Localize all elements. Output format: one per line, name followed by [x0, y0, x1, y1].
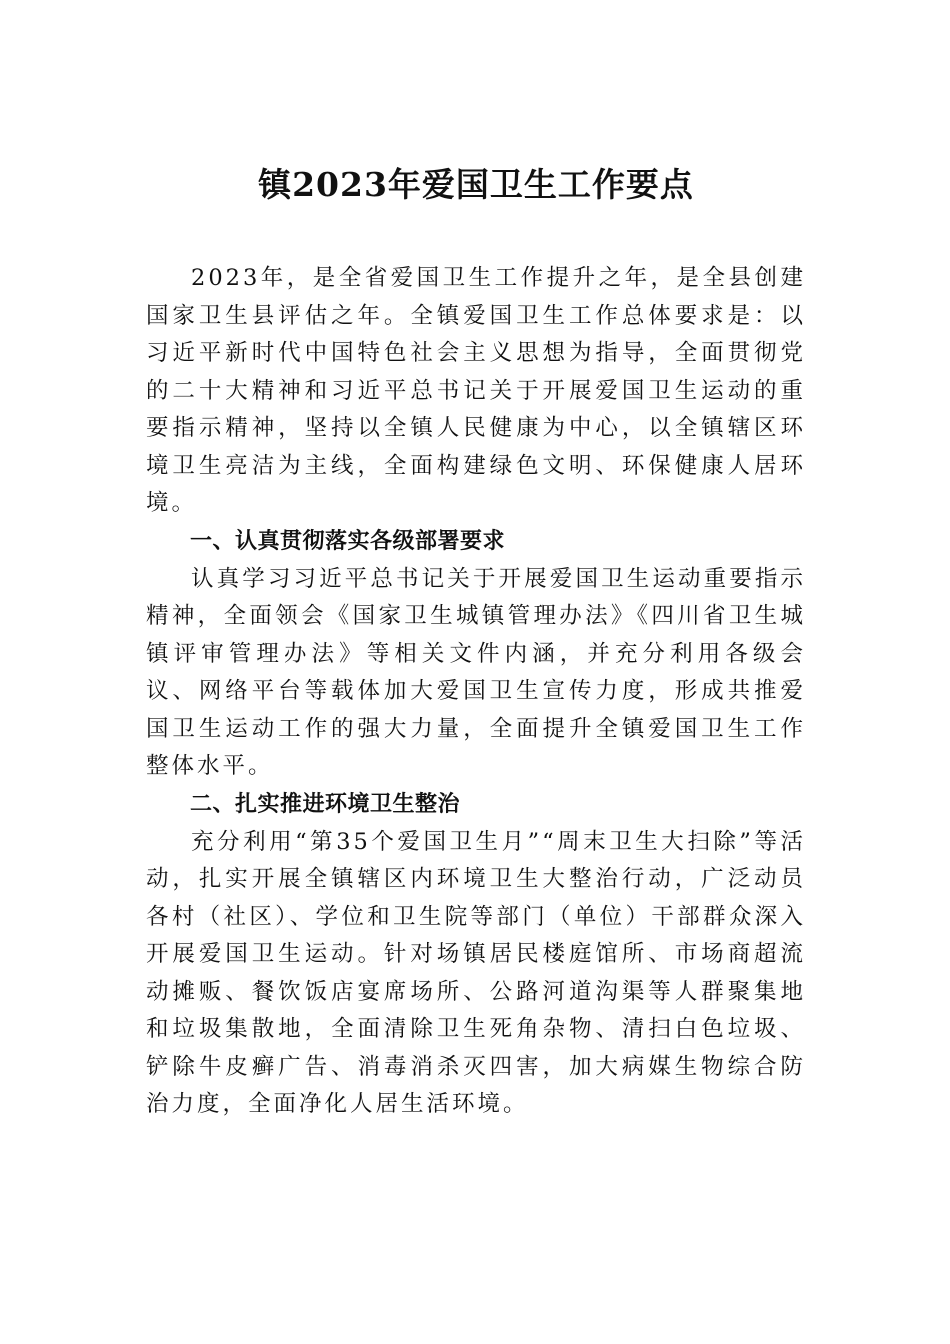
section-heading-2: 二、扎实推进环境卫生整治: [190, 791, 461, 817]
section-heading-1: 一、认真贯彻落实各级部署要求: [190, 528, 506, 554]
document-title: 镇2023年爱国卫生工作要点: [258, 165, 694, 204]
section-body-2: 充分利用“第35个爱国卫生月”“周末卫生大扫除”等活动，扎实开展全镇辖区内环境卫生大整治行动，广泛动员各村（社区）、学位和卫生院等部门（单位）干部群众深入开展爱国卫生运动。针对场镇居民楼庭馆所、市场商超流动摊贩、餐饮饭店宴席场所、公路河道沟渠等人群聚集地和垃圾集散地，全面清除卫生死角杂物、清扫白色垃圾、铲除牛皮癣广告、消毒消杀灭四害，加大病媒生物综合防治力度，全面净化人居生活环境。: [146, 828, 806, 1117]
section-body-1: 认真学习习近平总书记关于开展爱国卫生运动重要指示精神，全面领会《国家卫生城镇管理办法》《四川省卫生城镇评审管理办法》等相关文件内涵，并充分利用各级会议、网络平台等载体加大爱国卫生宣传力度，形成共推爱国卫生运动工作的强大力量，全面提升全镇爱国卫生工作整体水平。: [146, 565, 806, 779]
document-page: [146, 150, 806, 1124]
intro-paragraph: 2023年，是全省爱国卫生工作提升之年，是全县创建国家卫生县评估之年。全镇爱国卫生工作总体要求是：以习近平新时代中国特色社会主义思想为指导，全面贯彻党的二十大精神和习近平总书记关于开展爱国卫生运动的重要指示精神，坚持以全镇人民健康为中心，以全镇辖区环境卫生亮洁为主线，全面构建绿色文明、环保健康人居环境。: [146, 265, 806, 516]
